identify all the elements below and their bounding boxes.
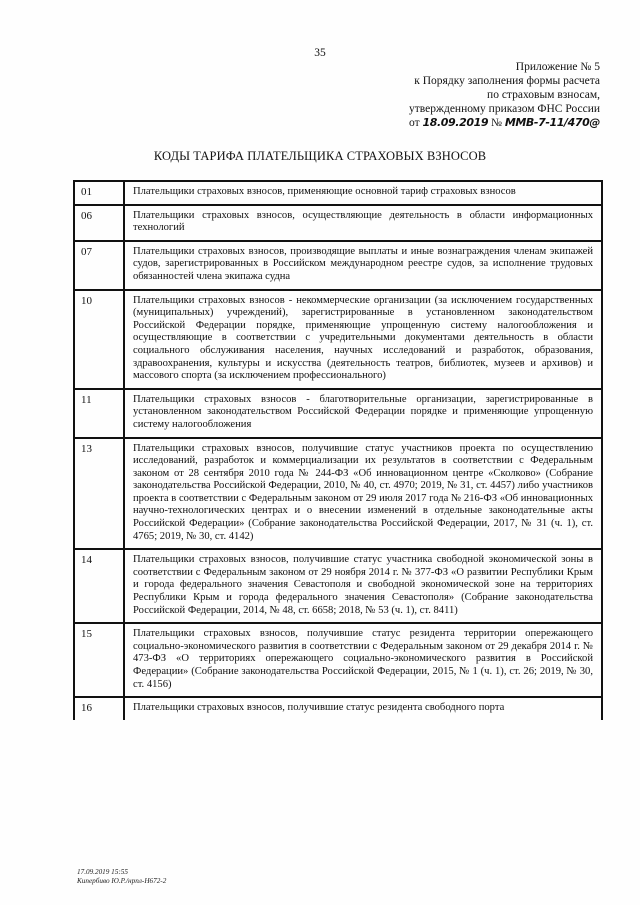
tariff-code: 11	[75, 390, 125, 439]
table-row	[75, 439, 603, 551]
appendix-line: к Порядку заполнения формы расчета	[414, 75, 600, 87]
table-row	[75, 550, 603, 624]
tariff-description: Плательщики страховых взносов, получившие статус участников проекта по осуществлению исследований, разработок и коммерциализации их результатов в соответствии с Федеральным законом от 28 сентября 2010 года № 244-ФЗ «Об инновационном центре «Сколково» (Собрание законодательства Российской Федерации, 2010, № 40, ст. 4970; 2019, № 31, ст. 4457) либо участников проекта в соответствии с Федеральным законом от 29 июля 2017 года № 216-ФЗ «Об инновационных научно-технологических центрах и о внесении изменений в отдельные законодательные акты Российской Федерации» (Собрание законодательства Российской Федерации, 2017, № 31 (ч. 1), ст. 4765; 2019, № 30, ст. 4142)	[125, 439, 603, 551]
tariff-description: Плательщики страховых взносов, осуществляющие деятельность в области информационных технологий	[125, 206, 603, 242]
number-prefix: №	[490, 117, 502, 129]
appendix-line: Приложение № 5	[515, 61, 600, 73]
appendix-line: утвержденному приказом ФНС России	[409, 103, 600, 115]
table-row	[75, 206, 603, 242]
table-row	[75, 624, 603, 698]
tariff-description: Плательщики страховых взносов, применяющие основной тариф страховых взносов	[125, 182, 603, 206]
appendix-header	[372, 60, 600, 130]
document-title: КОДЫ ТАРИФА ПЛАТЕЛЬЩИКА СТРАХОВЫХ ВЗНОСОВ	[153, 149, 487, 163]
tariff-description: Плательщики страховых взносов, получившие статус резидента свободного порта	[125, 698, 603, 720]
table-row	[75, 182, 603, 206]
appendix-date-line	[372, 116, 600, 130]
tariff-codes-table	[73, 180, 603, 720]
page-number: 35	[314, 47, 326, 59]
order-number: ММВ-7-11/470@	[504, 116, 600, 129]
tariff-code: 06	[75, 206, 125, 242]
tariff-description: Плательщики страховых взносов, получившие статус участника свободной экономической зоны в соответствии с Федеральным законом от 29 ноября 2014 г. № 377-ФЗ «О развитии Республики Крым и города федерального значения Севастополя и свободной экономической зоне на территориях Республики Крым и города федерального значения Севастополя» (Собрание законодательства Российской Федерации, 2014, № 48, ст. 6658; 2018, № 53 (ч. 1), ст. 8411)	[125, 550, 603, 624]
tariff-code: 07	[75, 242, 125, 291]
date-prefix: от	[409, 117, 420, 129]
tariff-description: Плательщики страховых взносов - благотворительные организации, зарегистрированные в установленном законодательством Российской Федерации порядке и применяющие упрощенную систему налогообложения	[125, 390, 603, 439]
tariff-code: 14	[75, 550, 125, 624]
tariff-code: 10	[75, 291, 125, 390]
order-date: 18.09.2019	[422, 116, 489, 129]
footer-signature: Кипербиво Ю.Р./нрпл-Н672-2	[77, 877, 167, 885]
footer-stamp	[77, 868, 166, 886]
table-row	[75, 390, 603, 439]
table-row	[75, 242, 603, 291]
table-row	[75, 698, 603, 720]
tariff-description: Плательщики страховых взносов, получившие статус резидента территории опережающего социально-экономического развития в соответствии с Федеральным законом от 29 декабря 2014 г. № 473-ФЗ «О территориях опережающего социально-экономического развития в Российской Федерации» (Собрание законодательства Российской Федерации, 2015, № 1 (ч. 1), ст. 26; 2019, № 30, ст. 4156)	[125, 624, 603, 698]
footer-timestamp: 17.09.2019 15:55	[77, 868, 128, 876]
tariff-code: 01	[75, 182, 125, 206]
tariff-description: Плательщики страховых взносов, производящие выплаты и иные вознаграждения членам экипажей судов, зарегистрированных в Российском международном реестре судов, за исполнение трудовых обязанностей члена экипажа судна	[125, 242, 603, 291]
tariff-code: 16	[75, 698, 125, 720]
appendix-line: по страховым взносам,	[487, 89, 600, 101]
tariff-code: 13	[75, 439, 125, 551]
tariff-description: Плательщики страховых взносов - некоммерческие организации (за исключением государственных (муниципальных) учреждений), зарегистрированные в установленном законодательством Российской Федерации порядке, применяющие упрощенную систему налогообложения и осуществляющие в соответствии с учредительными документами деятельность в области социального обслуживания населения, научных исследований и разработок, образования, здравоохранения, культуры и искусства (деятельность театров, библиотек, музеев и архивов) и массового спорта (за исключением профессионального)	[125, 291, 603, 390]
tariff-code: 15	[75, 624, 125, 698]
table-row	[75, 291, 603, 390]
